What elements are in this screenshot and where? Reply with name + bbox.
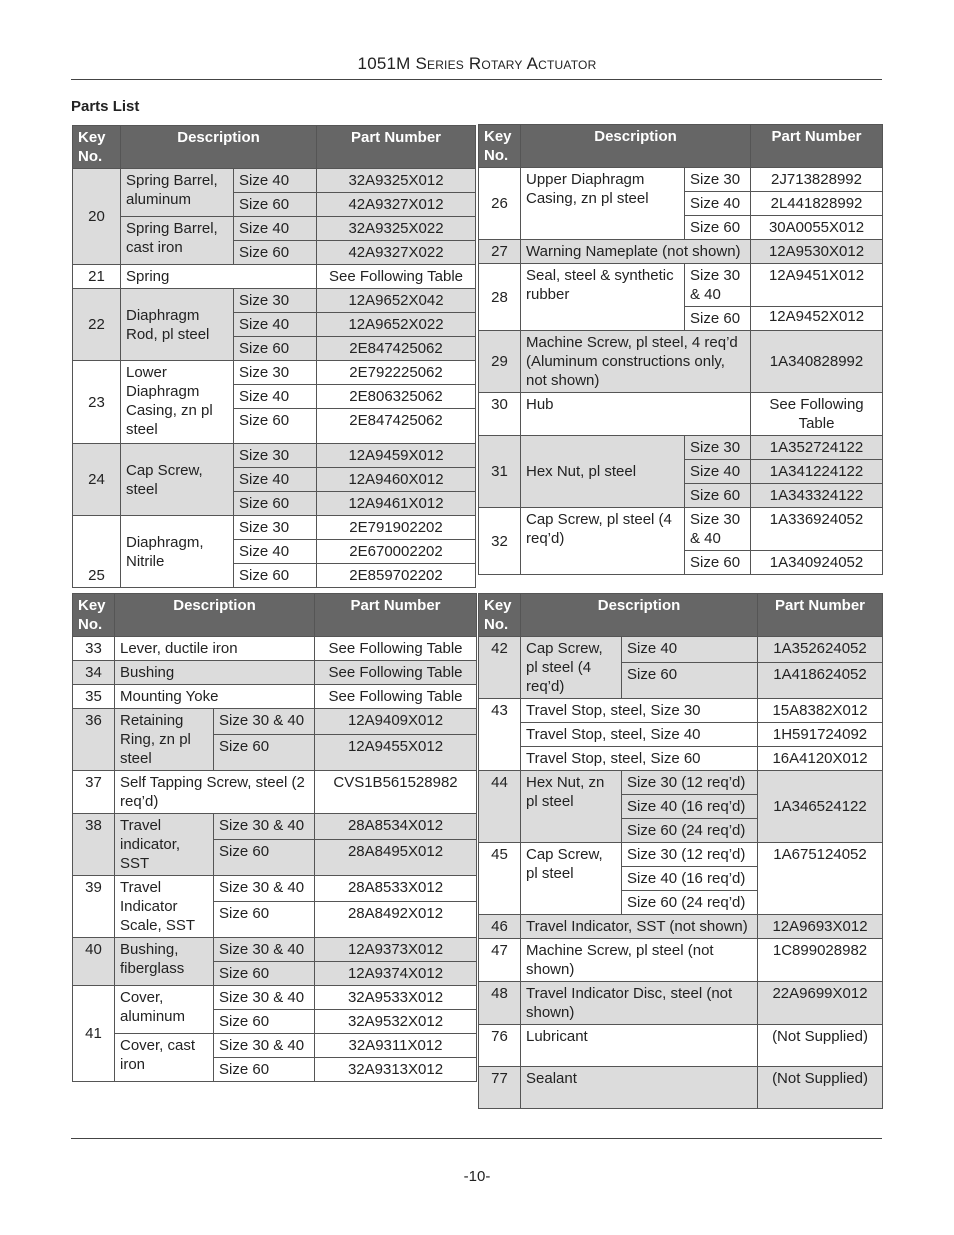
part-number: 32A9325X012 [317,169,476,193]
part-number: 28A8495X012 [315,840,477,876]
table-row [479,1025,883,1067]
size: Size 60 [234,409,317,444]
parts-table-1 [72,125,476,588]
key-no: 34 [73,661,115,685]
size: Size 40 [234,540,317,564]
col-key: Key No. [73,126,121,169]
part-number: 12A9693X012 [758,915,883,939]
section-title: Parts List [71,98,140,115]
description: Travel Indicator Scale, SST [115,876,214,938]
part-number: 1A336924052 [751,508,883,551]
size: Size 40 [685,460,751,484]
table-row [73,685,477,709]
description: Cap Screw, steel [121,444,234,516]
size: Size 30 [234,516,317,540]
part-number: 2E670002202 [317,540,476,564]
table-row [73,265,476,289]
part-number: 1A675124052 [758,843,883,915]
description: Mounting Yoke [115,685,315,709]
part-number: 32A9311X012 [315,1034,477,1058]
size: Size 30 [234,289,317,313]
part-number: 42A9327X012 [317,193,476,217]
description: Lubricant [521,1025,758,1067]
size: Size 40 [234,169,317,193]
description: Hex Nut, zn pl steel [521,771,622,843]
part-number: 32A9532X012 [315,1010,477,1034]
size: Size 60 [234,337,317,361]
description: Bushing [115,661,315,685]
key-no: 37 [73,771,115,814]
part-number: 2L441828992 [751,192,883,216]
description: Cap Screw, pl steel [521,843,622,915]
description: Machine Screw, pl steel (not shown) [521,939,758,982]
part-number: See Following Table [315,685,477,709]
description: Warning Nameplate (not shown) [521,240,751,264]
description: Cover, aluminum [115,986,214,1034]
col-part-number: Part Number [315,594,477,637]
part-number: 32A9325X022 [317,217,476,241]
key-no: 24 [73,444,121,516]
part-number: (Not Supplied) [758,1067,883,1109]
size: Size 40 [685,192,751,216]
key-no: 47 [479,939,521,982]
part-number: See Following Table [317,265,476,289]
table-row [73,661,477,685]
description: Travel Stop, steel, Size 60 [521,747,758,771]
key-no: 27 [479,240,521,264]
key-no: 22 [73,289,121,361]
size: Size 60 [622,663,758,699]
col-description: Description [121,126,317,169]
size: Size 60 (24 req’d) [622,891,758,915]
key-no: 23 [73,361,121,444]
description: Hub [521,393,751,436]
table-row [73,169,476,193]
page-header-title [0,54,954,74]
part-number: 32A9533X012 [315,986,477,1010]
key-no: 41 [73,986,115,1082]
part-number: 28A8492X012 [315,902,477,938]
size: Size 30 & 40 [214,876,315,902]
key-no: 25 [73,516,121,588]
table-row [479,508,883,551]
table-row [73,938,477,962]
key-no: 26 [479,168,521,240]
table-row [479,1067,883,1109]
part-number: 12A9459X012 [317,444,476,468]
description: Spring [121,265,317,289]
table-row [479,393,883,436]
size: Size 30 [685,436,751,460]
part-number: 12A9455X012 [315,735,477,771]
description: Travel indicator, SST [115,814,214,876]
col-key: Key No. [479,125,521,168]
size: Size 30 & 40 [685,264,751,307]
part-number: 28A8533X012 [315,876,477,902]
part-number: See Following Table [315,661,477,685]
table-row [479,436,883,460]
table-row [73,814,477,840]
parts-table-2 [478,124,883,575]
part-number: 22A9699X012 [758,982,883,1025]
key-no: 28 [479,264,521,331]
size: Size 30 & 40 [214,938,315,962]
size: Size 30 [685,168,751,192]
table-row [73,444,476,468]
size: Size 30 & 40 [214,709,315,735]
part-number: 2E806325062 [317,385,476,409]
part-number: 42A9327X022 [317,241,476,265]
table-row [73,876,477,902]
description: Self Tapping Screw, steel (2 req’d) [115,771,315,814]
table-row [73,289,476,313]
size: Size 60 [685,307,751,331]
size: Size 60 [214,840,315,876]
size: Size 30 & 40 [214,986,315,1010]
description: Bushing, fiberglass [115,938,214,986]
part-number: 15A8382X012 [758,699,883,723]
description: Diaphragm Rod, pl steel [121,289,234,361]
part-number: 12A9451X012 [751,264,883,307]
table-row [73,709,477,735]
description: Travel Indicator Disc, steel (not shown) [521,982,758,1025]
col-description: Description [521,125,751,168]
part-number: 12A9652X042 [317,289,476,313]
size: Size 60 [214,1010,315,1034]
part-number: 1A343324122 [751,484,883,508]
size: Size 40 [234,313,317,337]
header-title-main: 1051M [357,54,416,73]
part-number: 12A9530X012 [751,240,883,264]
part-number: 2E791902202 [317,516,476,540]
part-number: See Following Table [751,393,883,436]
footer-rule [71,1138,882,1139]
description: Diaphragm, Nitrile [121,516,234,588]
table-row [479,771,883,795]
parts-table-4 [478,593,883,1109]
description: Seal, steel & synthetic rubber [521,264,685,331]
parts-table-3 [72,593,477,1082]
table-row [479,939,883,982]
page-number: -10- [463,1168,491,1185]
table-row [479,637,883,663]
size: Size 30 (12 req’d) [622,843,758,867]
description: Cap Screw, pl steel (4 req’d) [521,508,685,575]
part-number: 2E847425062 [317,337,476,361]
part-number: 12A9460X012 [317,468,476,492]
table-row [479,168,883,192]
table-row [479,915,883,939]
description: Lever, ductile iron [115,637,315,661]
key-no: 76 [479,1025,521,1067]
table-row [479,240,883,264]
part-number: 30A0055X012 [751,216,883,240]
col-description: Description [521,594,758,637]
col-part-number: Part Number [317,126,476,169]
description: Travel Stop, steel, Size 30 [521,699,758,723]
size: Size 60 [214,735,315,771]
part-number: 12A9409X012 [315,709,477,735]
part-number: 1H591724092 [758,723,883,747]
description: Machine Screw, pl steel, 4 req’d (Aluminum constructions only, not shown) [521,331,751,393]
size: Size 60 [234,564,317,588]
description: Lower Diaphragm Casing, zn pl steel [121,361,234,444]
table-row [479,843,883,867]
size: Size 60 [685,551,751,575]
size: Size 30 & 40 [685,508,751,551]
description: Upper Diaphragm Casing, zn pl steel [521,168,685,240]
key-no: 32 [479,508,521,575]
key-no: 21 [73,265,121,289]
size: Size 60 [234,193,317,217]
table-row [73,637,477,661]
key-no: 29 [479,331,521,393]
part-number: 12A9652X022 [317,313,476,337]
key-no: 31 [479,436,521,508]
part-number: 1A418624052 [758,663,883,699]
size: Size 40 [622,637,758,663]
size: Size 30 (12 req’d) [622,771,758,795]
key-no: 40 [73,938,115,986]
col-key: Key No. [479,594,521,637]
description: Cover, cast iron [115,1034,214,1082]
header-title-smallcaps: Series Rotary Actuator [415,54,597,73]
size: Size 60 [234,492,317,516]
size: Size 30 [234,444,317,468]
table-row [73,771,477,814]
description: Retaining Ring, zn pl steel [115,709,214,771]
key-no: 39 [73,876,115,938]
col-description: Description [115,594,315,637]
table-row [479,982,883,1025]
size: Size 60 [685,216,751,240]
part-number: 12A9373X012 [315,938,477,962]
part-number: 12A9452X012 [751,307,883,331]
part-number: See Following Table [315,637,477,661]
part-number: 1A352624052 [758,637,883,663]
size: Size 40 [234,217,317,241]
description: Spring Barrel, aluminum [121,169,234,217]
key-no: 30 [479,393,521,436]
table-row [73,516,476,540]
part-number: 32A9313X012 [315,1058,477,1082]
size: Size 40 [234,385,317,409]
key-no: 33 [73,637,115,661]
size: Size 60 [214,962,315,986]
part-number: 2E847425062 [317,409,476,444]
part-number: 1C899028982 [758,939,883,982]
key-no: 36 [73,709,115,771]
part-number: 1A346524122 [758,771,883,843]
description: Travel Indicator, SST (not shown) [521,915,758,939]
size: Size 60 [214,1058,315,1082]
description: Hex Nut, pl steel [521,436,685,508]
description: Travel Stop, steel, Size 40 [521,723,758,747]
part-number: 1A340924052 [751,551,883,575]
description: Sealant [521,1067,758,1109]
col-key: Key No. [73,594,115,637]
key-no: 44 [479,771,521,843]
table-row [479,264,883,307]
part-number: 28A8534X012 [315,814,477,840]
part-number: 12A9461X012 [317,492,476,516]
key-no: 42 [479,637,521,699]
header-rule [71,79,882,80]
key-no: 20 [73,169,121,265]
key-no: 43 [479,699,521,771]
table-row [479,331,883,393]
size: Size 40 (16 req’d) [622,795,758,819]
part-number: 1A341224122 [751,460,883,484]
key-no: 35 [73,685,115,709]
key-no: 48 [479,982,521,1025]
size: Size 30 & 40 [214,814,315,840]
table-row [73,986,477,1010]
col-part-number: Part Number [751,125,883,168]
part-number: 16A4120X012 [758,747,883,771]
key-no: 38 [73,814,115,876]
size: Size 60 [214,902,315,938]
size: Size 40 [234,468,317,492]
part-number: 2E859702202 [317,564,476,588]
size: Size 40 (16 req’d) [622,867,758,891]
description: Spring Barrel, cast iron [121,217,234,265]
part-number: 12A9374X012 [315,962,477,986]
size: Size 30 & 40 [214,1034,315,1058]
key-no: 45 [479,843,521,915]
description: Cap Screw, pl steel (4 req’d) [521,637,622,699]
col-part-number: Part Number [758,594,883,637]
part-number: 1A352724122 [751,436,883,460]
key-no: 77 [479,1067,521,1109]
size: Size 60 (24 req’d) [622,819,758,843]
part-number: (Not Supplied) [758,1025,883,1067]
table-row [479,699,883,723]
size: Size 30 [234,361,317,385]
part-number: 2J713828992 [751,168,883,192]
size: Size 60 [685,484,751,508]
key-no: 46 [479,915,521,939]
size: Size 60 [234,241,317,265]
part-number: 2E792225062 [317,361,476,385]
table-row [73,361,476,385]
part-number: CVS1B561528982 [315,771,477,814]
part-number: 1A340828992 [751,331,883,393]
